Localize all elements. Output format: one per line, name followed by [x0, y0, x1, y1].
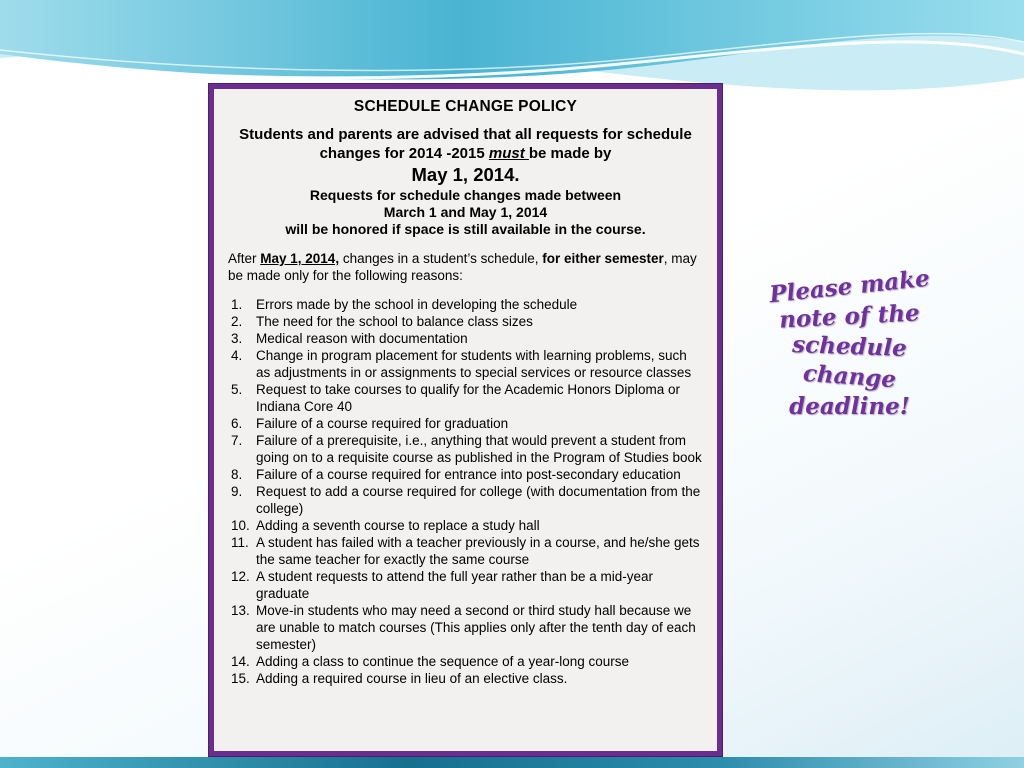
must-emphasis: must — [488, 145, 529, 162]
semester-emphasis: for either semester — [542, 251, 664, 266]
reason-item: The need for the school to balance class sizes — [256, 314, 533, 329]
requests-paragraph — [228, 187, 703, 238]
after-text-3: , may be made only for the following reasons: — [228, 251, 697, 283]
reason-item: Failure of a prerequisite, i.e., anything that would prevent a student from going on to a requisite course as published in the Program of Studies book — [256, 433, 702, 465]
reason-item: Adding a required course in lieu of an elective class. — [256, 671, 568, 686]
intro-text-1: Students and parents are advised that all requests for schedule changes for 2014 -2015 — [239, 126, 692, 162]
reason-item: Medical reason with documentation — [256, 331, 468, 346]
requests-line-1: Requests for schedule changes made between — [309, 187, 622, 203]
sidenote-wordart — [752, 264, 947, 422]
requests-line-3: will be honored if space is still available in the course. — [285, 221, 646, 237]
after-text-2: changes in a student’s schedule, — [339, 251, 543, 266]
reason-item: Change in program placement for students with learning problems, such as adjustments in or assignments to special services or resource classes — [256, 348, 692, 380]
reason-item: Failure of a course required for graduation — [256, 416, 509, 431]
reason-item: Failure of a course required for entrance into post-secondary education — [256, 467, 681, 482]
reasons-list — [228, 296, 703, 687]
reason-item: Adding a class to continue the sequence of a year-long course — [256, 654, 629, 669]
reason-item: Request to add a course required for college (with documentation from the college) — [256, 484, 701, 516]
requests-line-2: March 1 and May 1, 2014 — [383, 204, 548, 220]
intro-paragraph — [228, 125, 703, 163]
intro-text-2: be made by — [528, 145, 612, 162]
policy-box — [209, 84, 722, 756]
sidenote-line: note of the — [778, 299, 921, 334]
after-paragraph — [228, 250, 703, 284]
reason-item: Request to take courses to qualify for the Academic Honors Diploma or Indiana Core 40 — [256, 382, 680, 414]
sidenote-line: schedule — [791, 331, 908, 362]
sidenote-line: deadline! — [789, 393, 910, 420]
sidenote-line: change — [802, 359, 897, 394]
after-text-1: After — [228, 251, 261, 266]
reason-item: Move-in students who may need a second or third study hall because we are unable to match courses (This applies only after the tenth day of each semester) — [256, 603, 696, 652]
bottom-bar-decoration — [0, 757, 1024, 768]
sidenote-line: Please make — [767, 264, 931, 309]
deadline-date: May 1, 2014. — [411, 164, 520, 185]
reason-item: Adding a seventh course to replace a study hall — [256, 518, 540, 533]
after-date-emphasis: May 1, 2014, — [260, 251, 340, 266]
policy-title: SCHEDULE CHANGE POLICY — [353, 98, 578, 115]
reason-item: A student has failed with a teacher previously in a course, and he/she gets the same teacher for exactly the same course — [256, 535, 700, 567]
reason-item: A student requests to attend the full year rather than be a mid-year graduate — [256, 569, 653, 601]
reason-item: Errors made by the school in developing the schedule — [256, 297, 578, 312]
